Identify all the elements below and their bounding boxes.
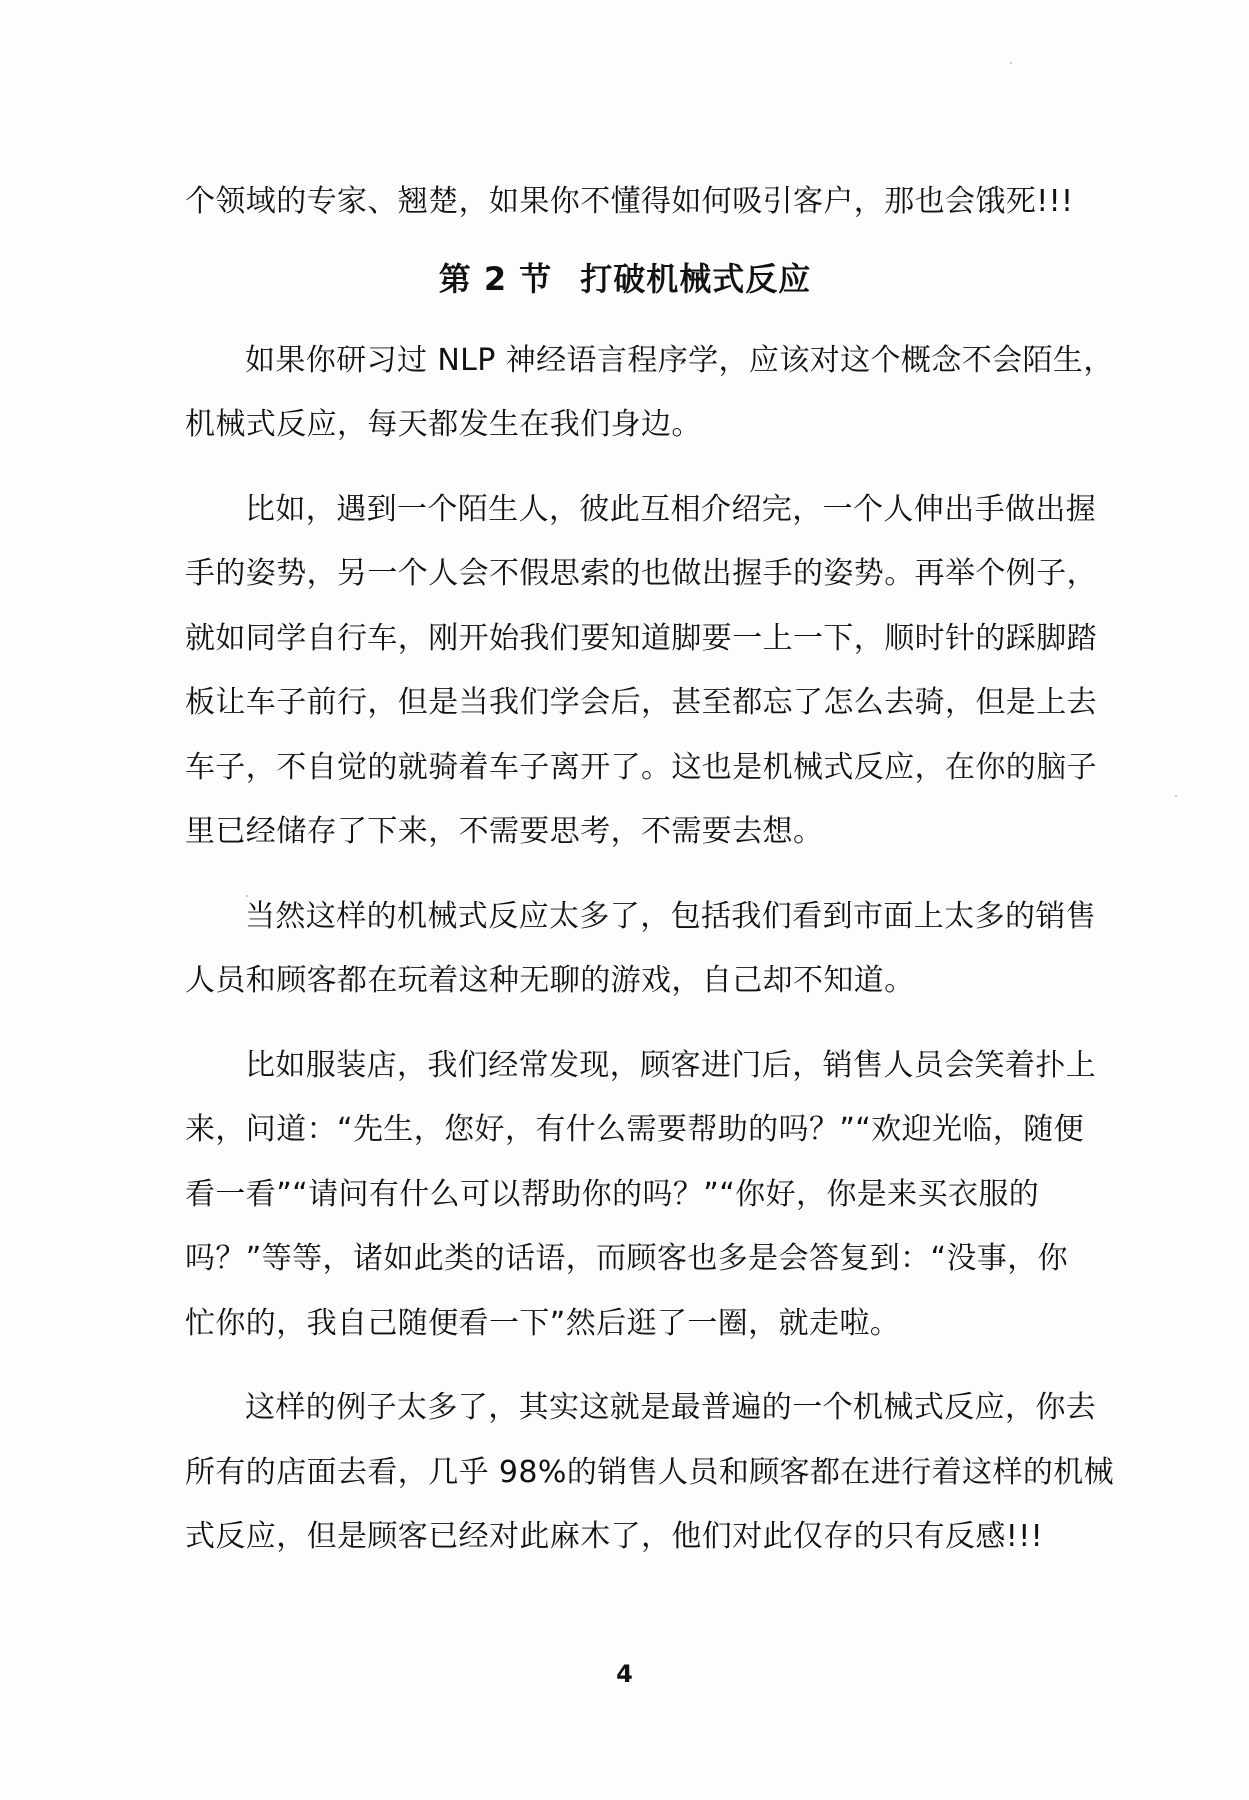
- paragraph-line: 来，问道：“先生，您好，有什么需要帮助的吗？”“欢迎光临，随便: [185, 1112, 1085, 1147]
- section-title: 打破机械式反应: [580, 259, 812, 298]
- paragraph-line: 这样的例子太多了，其实这就是最普遍的一个机械式反应，你去: [245, 1390, 1097, 1425]
- scan-speck: [1175, 795, 1177, 797]
- paragraph-line: 人员和顾客都在玩着这种无聊的游戏，自己却不知道。: [185, 963, 915, 998]
- paragraph-line: 就如同学自行车，刚开始我们要知道脚要一上一下，顺时针的踩脚踏: [185, 620, 1097, 656]
- paragraph-line: 看一看”“请问有什么可以帮助你的吗？”“你好，你是来买衣服的: [185, 1176, 1040, 1212]
- paragraph-line: 比如，遇到一个陌生人，彼此互相介绍完，一个人伸出手做出握: [245, 491, 1097, 527]
- document-body: [185, 170, 1115, 1590]
- paragraph: [185, 1376, 1115, 1570]
- continued-paragraph: [185, 170, 1074, 235]
- paragraph-line: 吗？”等等，诸如此类的话语，而顾客也多是会答复到：“没事，你: [185, 1241, 1069, 1276]
- paragraph-line: 式反应，但是顾客已经对此麻木了，他们对此仅存的只有反感!!!: [185, 1519, 1044, 1554]
- paragraph-line: 车子，不自觉的就骑着车子离开了。这也是机械式反应，在你的脑子: [185, 749, 1097, 785]
- scan-speck: [1010, 62, 1012, 64]
- paragraph-line: 当然这样的机械式反应太多了，包括我们看到市面上太多的销售: [245, 898, 1097, 934]
- paragraph-line: 个领域的专家、翘楚，如果你不懂得如何吸引客户，那也会饿死!!!: [185, 184, 1074, 219]
- paragraph-line: 所有的店面去看，几乎 98%的销售人员和顾客都在进行着这样的机械: [185, 1454, 1115, 1490]
- section-heading: [185, 247, 1065, 311]
- paragraph: [185, 885, 1097, 1014]
- paragraph-line: 忙你的，我自己随便看一下”然后逛了一圈，就走啦。: [185, 1305, 901, 1341]
- paragraph-line: 比如服装店，我们经常发现，顾客进门后，销售人员会笑着扑上: [245, 1047, 1097, 1083]
- paragraph-line: 手的姿势，另一个人会不假思索的也做出握手的姿势。再举个例子，: [185, 556, 1097, 591]
- paragraph-line: 板让车子前行，但是当我们学会后，甚至都忘了怎么去骑，但是上去: [185, 685, 1097, 720]
- paragraph: [185, 329, 1114, 458]
- paragraph: [185, 478, 1097, 865]
- section-number: 第 2 节: [438, 259, 553, 298]
- page-number: 4: [616, 1660, 633, 1688]
- paragraph-line: 机械式反应，每天都发生在我们身边。: [185, 407, 702, 442]
- paragraph-line: 里已经储存了下来，不需要思考，不需要去想。: [185, 814, 824, 849]
- paragraph: [185, 1034, 1097, 1357]
- paragraph-line: 如果你研习过 NLP 神经语言程序学，应该对这个概念不会陌生，: [245, 342, 1114, 378]
